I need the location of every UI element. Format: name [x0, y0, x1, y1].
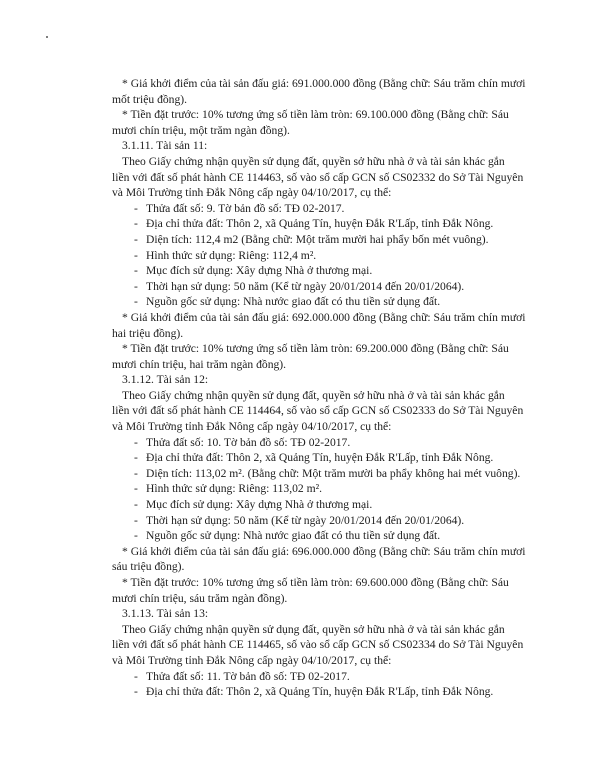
- bullet-line: - Thửa đất số: 11. Tờ bản đồ số: TĐ 02-2017.: [112, 669, 516, 685]
- text-line: liền với đất số phát hành CE 114464, số vào sổ cấp GCN số CS02333 do Sở Tài Nguyên: [112, 404, 524, 418]
- bullet-line: - Mục đích sử dụng: Xây dựng Nhà ở thương mại.: [112, 497, 516, 513]
- text-line: mốt triệu đồng).: [112, 92, 188, 106]
- bullet-line: - Diện tích: 112,4 m2 (Bằng chữ: Một trăm mười hai phẩy bốn mét vuông).: [112, 232, 516, 248]
- bullet-line: - Địa chỉ thửa đất: Thôn 2, xã Quảng Tín, huyện Đắk R'Lấp, tỉnh Đắk Nông.: [112, 216, 516, 232]
- document-body: [112, 76, 526, 700]
- bullet-line: - Hình thức sử dụng: Riêng: 113,02 m².: [112, 481, 516, 497]
- bullet-line: - Thời hạn sử dụng: 50 năm (Kể từ ngày 20/01/2014 đến 20/01/2064).: [112, 279, 516, 295]
- bullet-line: - Địa chỉ thửa đất: Thôn 2, xã Quảng Tín, huyện Đắk R'Lấp, tỉnh Đắk Nông.: [112, 684, 516, 700]
- text-line: mươi chín triệu, một trăm ngàn đồng).: [112, 123, 290, 137]
- text-line: Theo Giấy chứng nhận quyền sử dụng đất, quyền sở hữu nhà ở và tài sản khác gắn: [122, 154, 505, 168]
- text-line: * Giá khởi điểm của tài sản đấu giá: 696.000.000 đồng (Bằng chữ: Sáu trăm chín mươi: [122, 544, 526, 558]
- bullet-line: - Mục đích sử dụng: Xây dựng Nhà ở thương mại.: [112, 263, 516, 279]
- text-line: và Môi Trường tỉnh Đắk Nông cấp ngày 04/10/2017, cụ thể:: [112, 653, 392, 667]
- section-heading: 3.1.13. Tài sản 13:: [122, 607, 209, 621]
- text-line: liền với đất số phát hành CE 114463, số vào sổ cấp GCN số CS02332 do Sở Tài Nguyên: [112, 170, 524, 184]
- margin-stamp-mark: [558, 340, 572, 470]
- text-line: mươi chín triệu, sáu trăm ngàn đồng).: [112, 591, 288, 605]
- bullet-line: - Địa chỉ thửa đất: Thôn 2, xã Quảng Tín, huyện Đắk R'Lấp, tỉnh Đắk Nông.: [112, 450, 516, 466]
- text-line: * Giá khởi điểm của tài sản đấu giá: 692.000.000 đồng (Bằng chữ: Sáu trăm chín mươi: [122, 310, 526, 324]
- bullet-line: - Thửa đất số: 10. Tờ bản đồ số: TĐ 02-2017.: [112, 435, 516, 451]
- text-line: * Tiền đặt trước: 10% tương ứng số tiền làm tròn: 69.200.000 đồng (Bằng chữ: Sáu: [122, 342, 509, 356]
- text-line: * Tiền đặt trước: 10% tương ứng số tiền làm tròn: 69.600.000 đồng (Bằng chữ: Sáu: [122, 576, 509, 589]
- text-line: liền với đất số phát hành CE 114465, số vào sổ cấp GCN số CS02334 do Sở Tài Nguyên: [112, 638, 524, 652]
- scan-speck: [46, 36, 48, 38]
- bullet-line: - Nguồn gốc sử dụng: Nhà nước giao đất có thu tiền sử dụng đất.: [112, 528, 516, 544]
- bullet-line: - Thời hạn sử dụng: 50 năm (Kể từ ngày 20/01/2014 đến 20/01/2064).: [112, 513, 516, 529]
- text-line: và Môi Trường tỉnh Đắk Nông cấp ngày 04/10/2017, cụ thể:: [112, 186, 392, 200]
- text-line: mươi chín triệu, hai trăm ngàn đồng).: [112, 357, 287, 371]
- section-heading: 3.1.12. Tài sản 12:: [122, 373, 209, 387]
- text-line: * Giá khởi điểm của tài sản đấu giá: 691.000.000 đồng (Bằng chữ: Sáu trăm chín mươi: [122, 77, 526, 90]
- bullet-line: - Thửa đất số: 9. Tờ bản đồ số: TĐ 02-2017.: [112, 201, 516, 217]
- section-heading: 3.1.11. Tài sản 11:: [122, 139, 208, 153]
- text-line: Theo Giấy chứng nhận quyền sử dụng đất, quyền sở hữu nhà ở và tài sản khác gắn: [122, 388, 505, 402]
- text-line: hai triệu đồng).: [112, 326, 184, 340]
- bullet-line: - Diện tích: 113,02 m². (Bằng chữ: Một trăm mười ba phẩy không hai mét vuông).: [112, 466, 516, 482]
- text-line: * Tiền đặt trước: 10% tương ứng số tiền làm tròn: 69.100.000 đồng (Bằng chữ: Sáu: [122, 108, 509, 122]
- text-line: và Môi Trường tỉnh Đắk Nông cấp ngày 04/10/2017, cụ thể:: [112, 420, 392, 434]
- text-line: sáu triệu đồng).: [112, 560, 185, 574]
- bullet-line: - Hình thức sử dụng: Riêng: 112,4 m².: [112, 248, 516, 264]
- bullet-line: - Nguồn gốc sử dụng: Nhà nước giao đất có thu tiền sử dụng đất.: [112, 294, 516, 310]
- text-line: Theo Giấy chứng nhận quyền sử dụng đất, quyền sở hữu nhà ở và tài sản khác gắn: [122, 622, 505, 636]
